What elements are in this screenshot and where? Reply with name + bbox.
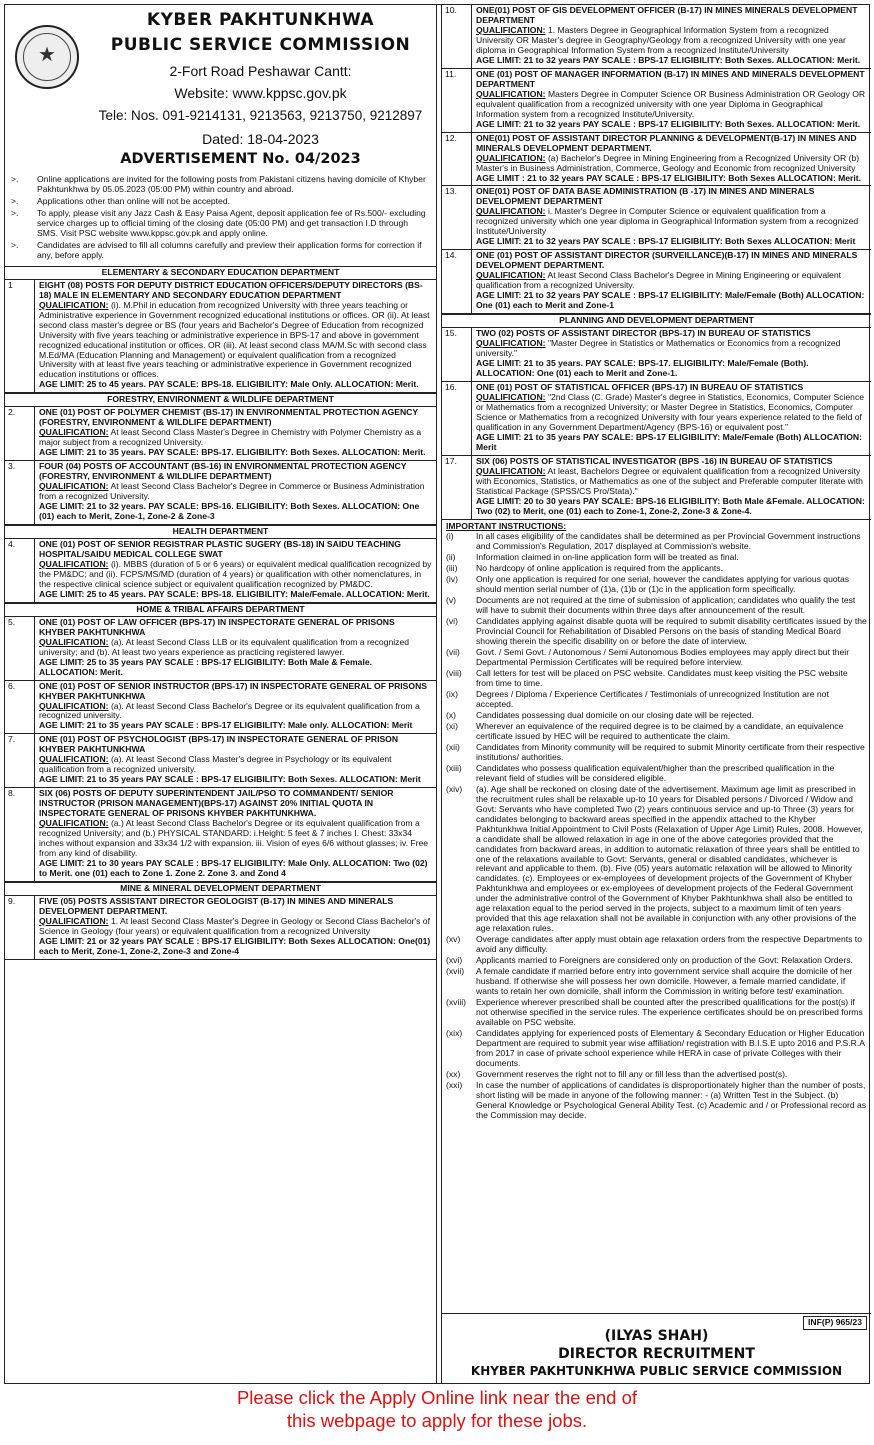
post-age-pay: AGE LIMIT: 21 or 32 years PAY SCALE : BPS-17 ELIGIBILITY: Both Sexes ALLOCATION: One(01) each to Merit, Zone-1, Zone-2, Zone-3 and Zone-4 [39,935,431,956]
header-dated: Dated: 18-04-2023 [202,131,319,147]
post-number: 2. [5,407,35,460]
instruction-text: Candidates who possess qualification equivalent/higher than the prescribed qualification in the relevant field of studies will be considered eligible. [476,762,835,783]
instruction-item [446,764,867,784]
instruction-item [446,967,867,997]
qualification-text: At least Second Class Master's Degree in Chemistry with Polymer Chemistry as a major subject from a recognized University. [39,427,422,448]
instruction-text: Call letters for test will be placed on PSC website. Candidates must keep visiting the PSC website from time to time. [476,668,848,689]
qualification-label: QUALIFICATION: [476,206,546,217]
post-age-pay: AGE LIMIT: 21 to 35 years PAY SCALE : BPS-17 ELIGIBILITY: Both Sexes. ALLOCATION: Merit [39,774,421,785]
post-qualification [476,339,867,359]
post-age-pay: AGE LIMIT: 21 to 32 years PAY SCALE : BPS-17 ELIGIBILITY: Both Sexes. ALLOCATION: Merit. [476,54,861,65]
post-number: 7. [5,734,35,787]
instruction-item [446,711,867,721]
footer-line1: Please click the Apply Online link near the end of [236,1387,638,1408]
instruction-number: (iii) [446,563,458,574]
post-item [442,250,871,314]
post-number: 16. [442,382,472,455]
post-qualification [476,207,867,237]
intro-text: Online applications are invited for the following posts from Pakistani citizens having domicile of Khyber Pakhtunkhwa by 05.05.2023 (05:00 PM) within country and abroad. [37,174,426,194]
qualification-label: QUALIFICATION: [476,24,546,35]
post-qualification [39,482,432,502]
section-heading: FORESTRY, ENVIRONMENT & WILDLIFE DEPARTMENT [5,393,436,407]
instruction-number: (xx) [446,1068,461,1079]
intro-item [11,175,430,195]
qualification-text: (i). MBBS (duration of 5 or 6 years) or equivalent medical qualification recognized by the PM&DC; and (ii). FCPS/MS/MD (duration of 4 years) or qualification with other nomenclatures, in the respective clinical science subject or equivalent qualification recognized by PM&DC. [39,558,432,589]
header-website[interactable]: Website: www.kppsc.gov.pk [174,85,347,101]
qualification-text: (a.) At least Second Class Bachelor's Degree or its equivalent qualification from a recognized University; and (b.) PHYSICAL STANDARD: i.Height: 5 feet & 7 inches I. Chest: 33x34 inches without expansion and 33x34 1/2 with expansion. iii. Vision of eyes 6/6 without glasses; iv. Free from any kind of disability. [39,818,429,859]
post-number: 6. [5,681,35,734]
post-number: 8. [5,788,35,881]
qualification-text: "2nd Class (C. Grade) Master's degree in Statistics, Economics, Computer Science or Mathematics from a recognized University; or Master Degree in Statistics, Economics, Computer Science or Mathematics from a recognized University with four years experience related to the field of qualification in any Government Department/Agency (BPS-16) or equivalent post." [476,391,865,432]
instruction-item [446,722,867,742]
post-number: 1 [5,280,35,393]
post-age-pay: AGE LIMIT: 20 to 30 years PAY SCALE: BPS-16 ELIGIBILITY: Both Male &Female. ALLOCATION: Two (02) to Merit, one (01) each to Zone-1, Zone-2, Zone-3 & Zone-4. [476,495,865,516]
instruction-text: Candidates applying against disable quota will be required to submit disability certificates issued by the Provincial Council for Rehabilitation of Disabled Persons on the basis of standing Medical Board showing therein the specific disability on or before the date of interview. [476,616,867,647]
qualification-label: QUALIFICATION: [476,270,546,281]
post-title: ONE (01) POST OF STATISTICAL OFFICER (BPS-17) IN BUREAU OF STATISTICS [476,381,804,392]
signatory-name: (ILYAS SHAH) [604,1328,709,1344]
instruction-item [446,575,867,595]
post-qualification [476,393,867,433]
qualification-text: (a). At least Second Class LLB or its equivalent qualification from a recognized university; and (b). At least two years experience as practicing registered lawyer. [39,636,410,657]
instruction-number: (xix) [446,1027,463,1038]
section-heading: MINE & MINERAL DEVELOPMENT DEPARTMENT [5,882,436,896]
instruction-number: (ix) [446,689,458,699]
post-item [5,788,436,882]
post-title: SIX (06) POSTS OF DEPUTY SUPERINTENDENT JAIL/PSO TO COMMANDENT/ SENIOR INSTRUCTOR (PRISON MANAGEMENT)(BPS-17) AGAINST 20% INITIAL QUOTA IN INSPECTORATE GENERAL OF PRISONS KHYBER PAKHTUNKHWA. [39,788,394,819]
qualification-text: 1. At least Second Class Master's Degree in Geology or Second Class Bachelor's of Science in Geology (four years) or equivalent qualification from a recognized University [39,915,430,936]
inf-number: INF(P) 965/23 [803,1316,867,1330]
header [5,5,436,173]
instruction-item [446,564,867,574]
instruction-text: Degrees / Diploma / Experience Certificates / Testimonials of unrecognized Institution are not accepted. [476,689,829,709]
post-age-pay: AGE LIMIT: 21 to 32 years. PAY SCALE: BPS-16. ELIGIBILITY: Both Sexes. ALLOCATION: One (01) each to Merit, Zone-1, Zone-2 & Zone-3 [39,501,420,522]
intro-bullet: >. [11,207,19,218]
post-qualification [39,819,432,859]
header-phones: Tele: Nos. 091-9214131, 9213563, 9213750, 9212897 [98,108,423,123]
post-qualification [39,560,432,590]
post-title: ONE (01) POST OF PSYCHOLOGIST (BPS-17) IN INSPECTORATE GENERAL OF PRISON KHYBER PAKHTUNKHWA [39,734,399,755]
post-qualification [476,26,867,56]
instruction-text: Information claimed in on-line application form will be treated as final. [476,552,739,563]
instruction-item [446,1029,867,1069]
post-age-pay: AGE LIMIT: 21 to 35 years PAY SCALE: BPS-17 ELIGIBILITY: Male/Female (Both) ALLOCATION: Merit [476,431,862,452]
qualification-label: QUALIFICATION: [39,427,109,438]
instruction-item [446,617,867,647]
post-item [5,896,436,960]
footer-line2: this webpage to apply for these jobs. [286,1410,588,1432]
instruction-number: (xvii) [446,966,465,977]
post-qualification [476,467,867,497]
qualification-label: QUALIFICATION: [39,754,109,765]
qualification-text: At least Second Class Bachelor's Degree in Mining Engineering or equivalent qualification from a recognized University. [476,270,841,291]
post-number: 17. [442,456,472,519]
instruction-number: (i) [446,531,454,542]
post-qualification [476,90,867,120]
post-item [442,382,871,456]
section-heading: HOME & TRIBAL AFFAIRS DEPARTMENT [5,603,436,617]
post-title: EIGHT (08) POSTS FOR DEPUTY DISTRICT EDUCATION OFFICERS/DEPUTY DIRECTORS (BS-18) MALE IN ELEMENTARY AND SECONDARY EDUCATION DEPARTMENT [39,279,423,300]
post-qualification [476,271,867,291]
instruction-number: (ii) [446,552,456,563]
instruction-text: Applicants married to Foreigners are considered only on production of the Govt: Relaxation Orders. [476,955,853,966]
post-qualification [39,755,432,775]
post-age-pay: AGE LIMIT: 21 to 35 years. PAY SCALE: BPS-17. ELIGIBILITY: Both Sexes. ALLOCATION: Merit. [39,447,426,458]
intro-block [5,173,436,266]
header-line1: KYBER PAKHTUNKHWA [146,10,375,30]
qualification-text: (a) Bachelor's Degree in Mining Engineering from a Recognized University OR (b) Master's in Business Administration, Commerce, Geology and Economic from recognized University [476,152,860,173]
left-sections [5,266,436,960]
instruction-text: (a). Age shall be reckoned on closing date of the advertisement. Maximum age limit as prescribed in the recruitment rules shall be relaxable up-to 10 years for Disabled persons / Divorced / Widow and Govt: Servants who have completed Two (2) years continuous service and up-to Three (3) years for candidates belonging to backward areas specified in the appendix attached to the Khyber Pakhtunkhwa Initial Appointment to Civil Posts (Relaxation of Upper Age Limit) Rules, 2008. However, a candidate shall be allowed relaxation in age in one of the above categories provided that the candidates from backward areas, in addition to automatic relaxation of three years shall be entitled to one of the relaxations available to Govt: Servants, general or disabled candidates, whichever is relevant and applicable to them. (b). Five (05) years automatic relaxation will be allowed to Minority candidates. (c). Employees or ex-employees of development projects of the Government of Khyber Pakhtunkhwa and employees or ex-employees of development projects of the Federal Government under the administrative control of the Government of Khyber Pakhtunkhwa shall also be entitled to age relaxation equal to the period served in the projects, subject to a maximum limit of ten years provided that this age relaxation shall not be available in conjunction with any other provisions of the age relaxation rules. [476,783,863,934]
post-item [5,734,436,788]
post-qualification [39,638,432,658]
post-number: 13. [442,186,472,249]
post-number: 4. [5,539,35,602]
qualification-label: QUALIFICATION: [39,558,109,569]
intro-text: Applications other than online will not be accepted. [37,195,231,206]
intro-text: Candidates are advised to fill all columns carefully and preview their application forms for correction if any, before apply. [37,239,422,260]
instruction-text: Overage candidates after apply must obtain age relaxation orders from the respective Departments to avoid any difficulty. [476,934,862,955]
post-qualification [39,917,432,937]
qualification-text: "Master Degree in Statistics or Mathematics or Economics from a recognized university." [476,338,841,358]
post-item [442,456,871,520]
advertisement-page [4,4,870,1384]
post-title: ONE (01) POST OF MANAGER INFORMATION (B-17) IN MINES AND MINERALS DEVELOPMENT DEPARTMENT [476,68,865,89]
post-title: FOUR (04) POSTS OF ACCOUNTANT (BS-16) IN ENVIRONMENTAL PROTECTION AGENCY (FORESTRY, ENVIRONMENT & WILDLIFE DEPARTMENT) [39,461,407,482]
post-item [5,280,436,394]
instruction-text: No hardcopy of online application is required from the applicants. [476,563,723,574]
qualification-label: QUALIFICATION: [39,481,109,492]
instruction-number: (x) [446,709,457,720]
right-sections [442,5,871,520]
qualification-text: (a). At least Second Class Bachelor's Degree or its equivalent qualification from a recognized university. [39,700,420,721]
instruction-item [446,596,867,616]
post-number: 3. [5,461,35,524]
instruction-number: (xiv) [446,783,463,794]
intro-bullet: >. [11,239,19,250]
post-age-pay: AGE LIMIT : 21 to 32 years PAY SCALE : BPS-17 ELIGIBILITY: Both Sexes ALLOCATION: Merit. [476,172,862,183]
instruction-item [446,785,867,935]
post-number: 5. [5,617,35,680]
advertisement-number: ADVERTISEMENT No. 04/2023 [120,151,361,167]
left-column [5,5,437,1383]
instruction-item [446,553,867,563]
qualification-label: QUALIFICATION: [39,818,109,829]
post-age-pay: AGE LIMIT: 25 to 35 years PAY SCALE : BPS-17 ELIGIBILITY: Both Male & Female. ALLOCATION: Merit. [39,656,373,677]
instruction-item [446,690,867,710]
post-age-pay: AGE LIMIT: 25 to 45 years. PAY SCALE: BPS-18. ELIGIBILITY: Male Only. ALLOCATION: Merit. [39,379,419,390]
instruction-text: In all cases eligibility of the candidates shall be determined as per Provincial Government instructions and Commission's Regulation, 2017 displayed at Commission's website. [476,531,861,552]
instruction-text: Candidates applying for experienced posts of Elementary & Secondary Education or Higher Education Department are required to submit year wise affiliation/ registration with B.I.S.E upto 2016 and P.S.R.A from 2017 in case of private school experience while HERA in case of private Colleges with their documents. [476,1027,865,1068]
instruction-text: A female candidate if married before entry into government service shall acquire the domicile of her husband. If otherwise she will possess her own domicile. However, a female married candidate, if wants to retain her own domicile, shall inform the Commission in writing before test/ examination. [476,966,853,997]
qualification-label: QUALIFICATION: [476,465,546,476]
apply-online-notice [0,1386,874,1432]
section-heading: HEALTH DEPARTMENT [5,525,436,539]
instruction-item [446,1081,867,1121]
header-line2: PUBLIC SERVICE COMMISSION [110,35,411,55]
post-age-pay: AGE LIMIT: 21 to 35 years. PAY SCALE: BPS-17. ELIGIBILITY: Male/Female (Both). ALLOCATION: One (01) each to Merit and Zone-1. [476,357,809,378]
post-number: 12. [442,133,472,186]
qualification-text: i. Master's Degree in Computer Science or equivalent qualification from a recognized university which one year diploma in Geographical Information system from a recognized Institute/University [476,206,859,237]
post-title: ONE (01) POST OF SENIOR REGISTRAR PLASTIC SUGERY (BS-18) IN SAIDU TEACHING HOSPITAL/SAIDU MEDICAL COLLEGE SWAT [39,538,401,559]
signatory-title: DIRECTOR RECRUITMENT [558,1346,755,1362]
intro-bullet: >. [11,174,19,184]
post-item [442,69,871,133]
qualification-text: 1. Masters Degree in Geographical Information System from a recognized University OR Master's degree in Geography/Geology from a recognized University with one year diploma in Geographical Information System from a recognized Institute/University [476,24,846,55]
instruction-text: Experience wherever prescribed shall be counted after the prescribed qualifications for the post(s) if not otherwise specified in the service rules. The experience certificates should be on prescribed forms available on PSC website. [476,997,863,1027]
right-column [441,5,871,1383]
instruction-text: In case the number of applications of candidates is disproportionately higher than the number of posts, short listing will be made in anyone of the following manner: - (a) Written Test in the Subject. (b) General Knowledge or Psychological General Ability Test. (c) Academic and / or Professional record as the Commission may decide. [476,1079,867,1120]
post-title: ONE(01) POST OF DATA BASE ADMINISTRATION (B -17) IN MINES AND MINERALS DEVELOPMENT DEPARTMENT [476,186,815,207]
post-qualification [476,154,867,174]
qualification-label: QUALIFICATION: [476,88,546,99]
instruction-number: (xiii) [446,762,462,773]
post-title: ONE (01) POST OF LAW OFFICER (BPS-17) IN INSPECTORATE GENERAL OF PRISONS KHYBER PAKHTUNKHWA [39,616,395,637]
instruction-text: Govt. / Semi Govt. / Autonomous / Semi Autonomous Bodies employees may apply direct but their Departmental Permission Certificates will be required before interview. [476,647,850,668]
qualification-label: QUALIFICATION: [476,152,546,163]
instruction-text: Only one application is required for one serial, however the candidates applying for various quotas should mention serial number of (1)a, (1)b or (1)c in the application form specifically. [476,574,850,595]
post-title: ONE (01) POST OF POLYMER CHEMIST (BS-17) IN ENVIRONMENTAL PROTECTION AGENCY (FORESTRY, ENVIRONMENT & WILDLIFE DEPARTMENT) [39,407,418,428]
instruction-text: Wherever an equivalence of the required degree is to be claimed by a candidate, an equivalence certificate issued by HEC will be required to authenticate the claim. [476,720,844,741]
instruction-item [446,743,867,763]
post-item [442,5,871,69]
instruction-text: Documents are not required at the time of submission of application; candidates who qualify the test will have to submit their documents within three days after announcement of the result. [476,595,856,616]
qualification-label: QUALIFICATION: [39,700,109,711]
qualification-label: QUALIFICATION: [476,391,546,402]
instruction-item [446,669,867,689]
instruction-item [446,1070,867,1080]
intro-item [11,241,430,261]
qualification-label: QUALIFICATION: [39,915,109,926]
qualification-text: At least Second Class Bachelor's Degree in Commerce or Business Administration from a recognized University. [39,481,425,502]
post-title: ONE (01) POST OF SENIOR INSTRUCTOR (BPS-17) IN INSPECTORATE GENERAL OF PRISONS KHYBER PAKHTUNKHWA [39,680,428,701]
intro-item [11,197,430,207]
post-item [442,328,871,382]
instruction-number: (xvi) [446,955,463,966]
intro-item [11,209,430,239]
post-qualification [39,301,432,381]
qualification-text: At least, Bachelors Degree or equivalent qualification from a recognized University with Economics, Statistics, or Mathematics as one of the subject and Preferable computer literate with Statistical Package (SPSS/CS Pro/Stata)." [476,465,863,496]
intro-bullet: >. [11,195,19,206]
instruction-text: Candidates possessing dual domicile on our closing date will be rejected. [476,709,755,720]
post-age-pay: AGE LIMIT: 21 to 30 years PAY SCALE : BPS-17 ELIGIBILITY: Male Only. ALLOCATION: Two (02) to Merit. one (01) each to Zone 1. Zone 2. Zone 3. and Zond 4 [39,858,428,878]
qualification-text: (a). At least Second Class Master's degree in Psychology or its equivalent qualification from a recognized university. [39,754,392,775]
instruction-item [446,648,867,668]
section-heading: ELEMENTARY & SECONDARY EDUCATION DEPARTMENT [5,266,436,280]
important-heading: IMPORTANT INSTRUCTIONS: [446,520,567,531]
post-title: FIVE (05) POSTS ASSISTANT DIRECTOR GEOLOGIST (B-17) IN MINES AND MINERALS DEVELOPMENT DEPARTMENT. [39,895,394,916]
instruction-number: (xi) [446,720,458,731]
post-number: 10. [442,5,472,68]
instruction-number: (xii) [446,741,460,752]
intro-text: To apply, please visit any Jazz Cash & Easy Paisa Agent, deposit application fee of Rs.500/- excluding service charges up to official timing of the closing date (05:00 PM) and get transaction I.D through SMS. Visit PSC website www.kppsc.gov.pk and apply online. [37,207,426,238]
post-item [5,617,436,681]
post-title: ONE(01) POST OF GIS DEVELOPMENT OFFICER (B-17) IN MINES MINERALS DEVELOPMENT DEPARTMENT [476,5,858,25]
qualification-text: Masters Degree in Computer Science OR Business Administration OR Geology OR equivalent qualification from a recognized university with one year Diploma in Geographical Information system from a recognized Institute/University. [476,88,866,119]
post-title: ONE (01) POST OF ASSISTANT DIRECTOR (SURVEILLANCE)(B-17) IN MINES AND MINERALS DEVELOPMENT DEPARTMENT. [476,250,858,271]
post-item [442,186,871,250]
instruction-text: Government reserves the right not to fill any or fill less than the advertised post(s). [476,1068,788,1079]
qualification-label: QUALIFICATION: [476,338,546,349]
post-item [5,539,436,603]
post-number: 15. [442,328,472,381]
instruction-text: Candidates from Minority community will be required to submit Minority certificate from their respective institutions/ authorities. [476,741,865,762]
post-qualification [39,428,432,448]
post-age-pay: AGE LIMIT: 21 to 32 years PAY SCALE : BPS-17 ELIGIBILITY: Male/Female (Both) ALLOCATION: One (01) each to Merit and Zone-1 [476,290,865,311]
instruction-number: (xv) [446,934,461,945]
instruction-number: (vi) [446,616,458,627]
instruction-number: (xviii) [446,997,467,1008]
post-number: 9. [5,896,35,959]
instruction-number: (vii) [446,647,460,658]
post-number: 11. [442,69,472,132]
post-age-pay: AGE LIMIT: 21 to 32 years PAY SCALE : BPS-17 ELIGIBILITY: Both Sexes. ALLOCATION: Merit. [476,118,861,129]
instruction-number: (iv) [446,574,458,585]
header-address: 2-Fort Road Peshawar Cantt: [169,63,352,79]
post-title: TWO (02) POSTS OF ASSISTANT DIRECTOR (BPS-17) IN BUREAU OF STATISTICS [476,328,811,339]
important-instructions [442,520,871,1124]
post-title: SIX (06) POSTS OF STATISTICAL INVESTIGATOR (BPS -16) IN BUREAU OF STATISTICS [476,455,833,466]
instruction-item [446,956,867,966]
qualification-label: QUALIFICATION: [39,299,109,310]
post-age-pay: AGE LIMIT: 25 to 45 years. PAY SCALE: BPS-18. ELIGIBILITY: Male/Female. ALLOCATION: Merit. [39,588,430,599]
post-title: ONE(01) POST OF ASSISTANT DIRECTOR PLANNING & DEVELOPMENT(B-17) IN MINES AND MINERALS DEVELOPMENT DEPARTMENT. [476,132,857,153]
post-age-pay: AGE LIMIT: 21 to 35 years PAY SCALE : BPS-17 ELIGIBILITY: Male only. ALLOCATION: Merit [39,720,413,731]
signature-block [442,1313,871,1383]
instruction-number: (viii) [446,668,462,679]
instruction-item [446,532,867,552]
post-item [5,461,436,525]
post-qualification [39,702,432,722]
instruction-item [446,998,867,1028]
qualification-text: (i). M.Phil in education from recognized University with three years teaching or Administrative experience in Government recognized educational institutions or offices. OR (ii). At least second class master's degree or BS (four years and Bachelor's Degree of Education from recognized University with five years teaching or administrative experience in BPS-17 and above in government recognized educational institution or offices. OR (iii). At least second class MA/M.Sc with second class M.Ed/MA (Education Planning and Management) or equivalent qualification from a recognized University with at least five years teaching or administrative experience in Government recognized education institutions or offices. [39,299,430,380]
qualification-label: QUALIFICATION: [39,636,109,647]
post-item [5,407,436,461]
instruction-number: (xxi) [446,1079,463,1090]
instruction-item [446,935,867,955]
post-age-pay: AGE LIMIT: 21 to 32 years PAY SCALE : BPS-17 ELIGIBILITY: Both Sexes ALLOCATION: Merit [476,236,856,247]
post-number: 14. [442,250,472,313]
instruction-number: (v) [446,595,457,606]
post-item [5,681,436,735]
post-item [442,133,871,187]
section-heading: PLANNING AND DEVELOPMENT DEPARTMENT [442,314,871,328]
commission-logo-icon: ★ [15,25,79,89]
signatory-org: KHYBER PAKHTUNKHWA PUBLIC SERVICE COMMISSION [470,1364,843,1378]
